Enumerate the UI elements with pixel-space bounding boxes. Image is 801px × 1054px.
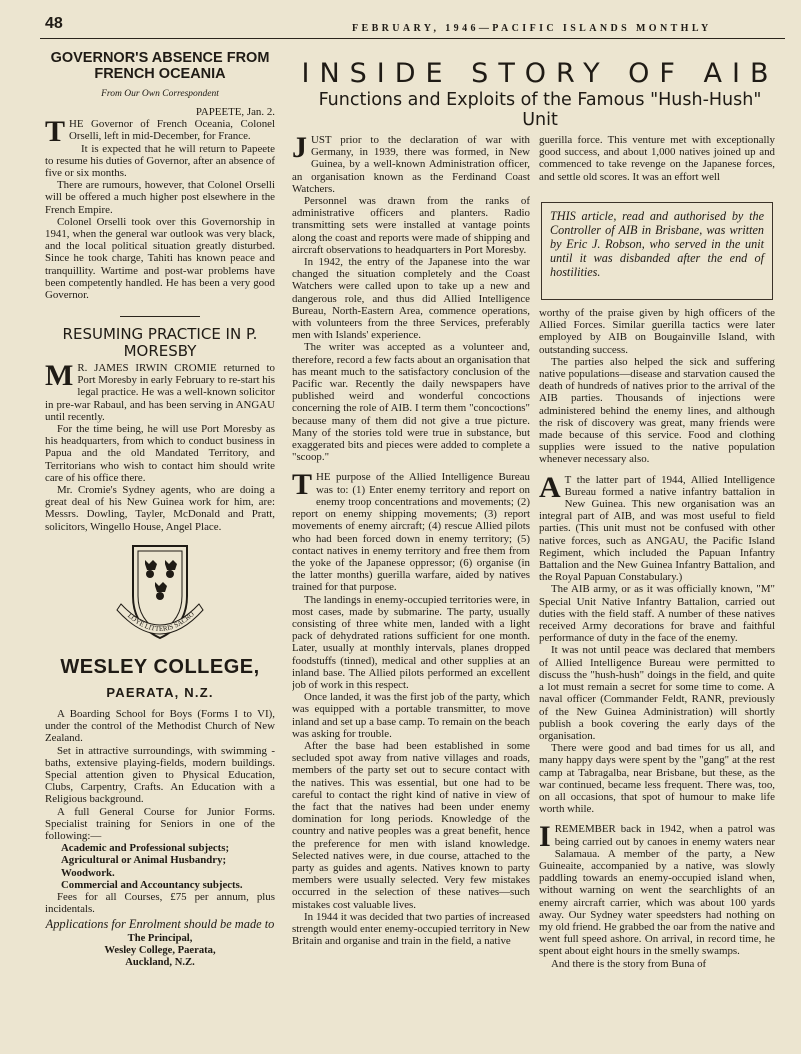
resuming-article [45,359,275,533]
wesley-college-ad [45,530,275,1032]
aib-paragraph: In 1944 it was decided that two parties of increased strength would enter enemy-occupied territory in New Britain and organise and train in the field, a native [292,910,530,948]
aib-subtitle: Functions and Exploits of the Famous "Hush-Hush" Unit [318,90,762,130]
ad-location: PAERATA, N.Z. [106,685,214,700]
aib-paragraph: The AIB army, or as it was officially known, "M" Special Unit Native Infantry Battalion, carried out duties with the field staff. A number of these natives received Army decorations for brave and faithful performance of duty in the face of the enemy. [539,583,775,645]
crest-motto: LOYE LITTERIS SACRO [126,610,196,634]
aib-paragraph: HE purpose of the Allied Intelligence Bureau was to: (1) Enter enemy territory and report on enemy troop concentrations and movements; (2) report on enemy shipping movements; (3) report movements of enemy aircraft; (4) rescue Allied pilots who had been forced down in enemy territory; (5) contact natives in enemy territory and free them from the yoke of the Japanese oppressor; (6) organise (in the latter months) guerilla warfare, aided by natives trained for that purpose. [292,471,530,594]
aib-paragraph: After the base had been established in some secluded spot away from native villages and roads, members of the party set out to secure contact with the natives. This was essential, but one had to be careful to contact the right kind of native in view of the fact that the natives had been under enemy domination for long periods. Knowledge of the country and native peoples was a great benefit, hence the preference for men with island knowledge. Selected natives were, in due course, attached to the party as guides and agents. Natives known to party members were usually selected. Very few mistakes occurred in the selection of these natives—such mistakes cost valuable lives. [292,739,530,911]
header-rule [40,38,785,39]
running-head: FEBRUARY, 1946—PACIFIC ISLANDS MONTHLY [352,23,712,34]
aib-column-2 [539,307,775,1032]
resuming-headline: RESUMING PRACTICE IN P. MORESBY [62,325,258,360]
aib-column-1 [292,134,530,1034]
aib-paragraph: The writer was accepted as a volunteer and, therefore, record a few facts about an organisation that has meant much to the satisfactory conclusion of the Pacific war. Recently the daily newspapers have published weird and wonderful concoctions concerning the role of AIB. I term them "concoctions" because many of them did not give a true picture. Many of the stories told were true in substance, but exaggerated bits and pieces were added to complete a "scoop." [292,341,530,464]
section-divider [120,316,200,317]
ad-apply: Applications for Enrolment should be made to [45,917,275,932]
page-number: 48 [45,15,63,32]
aib-paragraph: Personnel was drawn from the ranks of administrative officers and planters. Radio transmitting sets were installed at vantage points along the coast and reports were made of shipping and aircraft observations to headquarters in Port Moresby. [292,195,530,256]
governor-byline: From Our Own Correspondent [101,89,219,99]
ad-title: WESLEY COLLEGE, [60,656,260,678]
ad-course-item: Woodwork. [61,866,115,879]
drop-cap: T [292,468,313,502]
aib-column-2-top [539,134,775,183]
ad-course-item: Agricultural or Animal Husbandry; [61,854,227,867]
governor-paragraph: Colonel Orselli took over this Governorship in 1941, when the general war outlook was very black, and the local political situation greatly disturbed. Since he took charge, Tahiti has known peace and tranquillity. Wartime and post-war problems have been competently handled. He has been a very good Governor. [45,215,275,302]
editor-note-box [541,202,773,300]
aib-paragraph: guerilla force. This venture met with exceptionally good success, and about 1,000 natives joined up and commenced to take revenge on the Japanese forces, and settle old scores. It was an effort well [539,134,775,183]
governor-dateline: PAPEETE, Jan. 2. [195,106,275,118]
aib-paragraph: There were good and bad times for us all, and many happy days were spent by the "gang" at the rest camp at Tabragalba, near Brisbane, but these, as the war continued, became less frequent. There was, too, on all occasions, that spot of humour to make life worth while. [539,742,775,816]
ad-fees: Fees for all Courses, £75 per annum, plus incidentals. [45,891,275,916]
aib-paragraph: The parties also helped the sick and suffering native populations—disease and starvation caused the death of hundreds of natives prior to the arrival of the AIB parties. Thousands of injections were administered behind the enemy lines, and although the risk of discovery was great, many friends were made because of this service. Food and clothing supplies were issued to the native population whenever necessary also. [539,355,775,466]
ad-paragraph: Set in attractive surroundings, with swimming - baths, extensive playing-fields, modern buildings. Special attention given to Physical Education, Clubs, Carpentry, Crafts. An Education with a Religious background. [45,744,275,806]
ad-course-item: Commercial and Accountancy subjects. [61,878,243,891]
governor-paragraph: It is expected that he will return to Papeete to resume his duties of Governor, after an absence of five or six months. [45,142,276,180]
editor-note: THIS article, read and authorised by the Controller of AIB in Brisbane, was written by Eric J. Robson, who served in the unit until it was disbanded after the end of hostilities. [550,209,764,279]
aib-paragraph: The landings in enemy-occupied territories were, in most cases, made by submarine. The party, usually consisting of three white men, landed with a light pack of dehydrated rations sufficient for one month. Later, usually at monthly intervals, planes dropped foodstuffs (tinned), medical and other supplies at an inland base. The Allied pilots performed an excellent job of work in this respect. [292,593,530,691]
aib-paragraph: REMEMBER back in 1942, when a patrol was being carried out by canoes in enemy waters near Salamaua. A member of the party, a New Guineaite, accompanied by a native, was slowly paddling towards an enemy-occupied island when, without warning on went the searchlights of an enemy aircraft carrier, which was about 100 yards away. Our Sydney water speedsters had nothing on my old friend. He grabbed the oar from the native and went full speed ashore. On arrival, in record time, he spent about eight hours in the smelly swamps. [539,823,775,958]
resuming-paragraph: For the time being, he will use Port Moresby as his headquarters, from which to conduct business in Papua and the old Mandated Territory, and Territorians who wish to contact him should write care of his office there. [45,423,275,484]
ad-paragraph: A full General Course for Junior Forms. Specialist training for Seniors in one of the following:— [45,805,275,843]
aib-paragraph: Once landed, it was the first job of the party, which was equipped with a portable transmitter, to move inland and set up a base camp. To remain on the beach was asking for trouble. [292,691,530,740]
ad-address-line: The Principal, [127,933,193,945]
drop-cap: M [45,359,74,392]
governor-paragraph: There are rumours, however, that Colonel Orselli will be offered a much higher post elsewhere in the French Empire. [45,179,275,216]
aib-paragraph: It was not until peace was declared that members of Allied Intelligence Bureau were permitted to discuss the "hush-hush" doings in the field, and quite a lot must remain a secret for some time to come. A naval officer (Commander Feldt, RANR, previously of the New Guinea Administration) will shortly publish a book covering the early days of the organisation. [539,644,775,742]
aib-paragraph: And there is the story from Buna of [551,957,707,970]
governor-paragraph: HE Governor of French Oceania, Colonel Orselli, left in mid-December, for France. [69,118,275,143]
resuming-paragraph: R. JAMES IRWIN CROMIE returned to Port Moresby in early February to re-start his legal practice. He was a well-known solicitor in pre-war Rabaul, and has been serving in ANGAU until recently. [45,362,275,423]
governor-headline: GOVERNOR'S ABSENCE FROM FRENCH OCEANIA [50,50,270,82]
drop-cap: A [539,470,561,504]
ad-paragraph: A Boarding School for Boys (Forms I to VI), under the control of the Methodist Church of New Zealand. [45,708,275,745]
ad-body [45,708,275,969]
drop-cap: J [292,134,307,164]
school-crest-icon [115,538,205,652]
aib-paragraph: UST prior to the declaration of war with Germany, in 1939, there was formed, in New Guinea, by a well-known Administration officer, an organisation known as the Ferdinand Coast Watchers. [292,134,530,195]
resuming-paragraph: Mr. Cromie's Sydney agents, who are doing a great deal of his New Guinea work for him, are: Messrs. Dowling, Tayler, McDonald and Pratt, solicitors, Wingello House, Angel Place. [45,484,275,533]
aib-paragraph: worthy of the praise given by high officers of the Allied Forces. Similar guerilla tactics were later employed by AIB on Bougainville Island, with outstanding success. [539,307,775,356]
governor-article [45,106,275,301]
aib-title: INSIDE STORY OF AIB [301,58,779,89]
ad-address-line: Auckland, N.Z. [125,957,195,969]
aib-paragraph: In 1942, the entry of the Japanese into the war changed the situation completely and the Coast Watchers were called upon to take up a new and dangerous role, and thus did Allied Intelligence Bureau, North-Eastern Area, commence operations, with volunteers from the three Services, preferably men with Islands' experience. [292,256,530,342]
drop-cap: I [539,820,551,854]
ad-course-item: Academic and Professional subjects; [61,842,230,855]
ad-address-line: Wesley College, Paerata, [104,945,216,957]
aib-paragraph: T the latter part of 1944, Allied Intelligence Bureau formed a native infantry battalion in New Guinea. This new organisation was an integral part of AIB, and was most useful to field parties. (This unit must not be confused with other native forces, such as ANGAU, the Pacific Island Regiment, which included the Papuan Infantry Battalion and the New Guinea Infantry Battalion, and the Royal Papuan Constabulary.) [539,473,775,584]
drop-cap: T [45,115,66,149]
